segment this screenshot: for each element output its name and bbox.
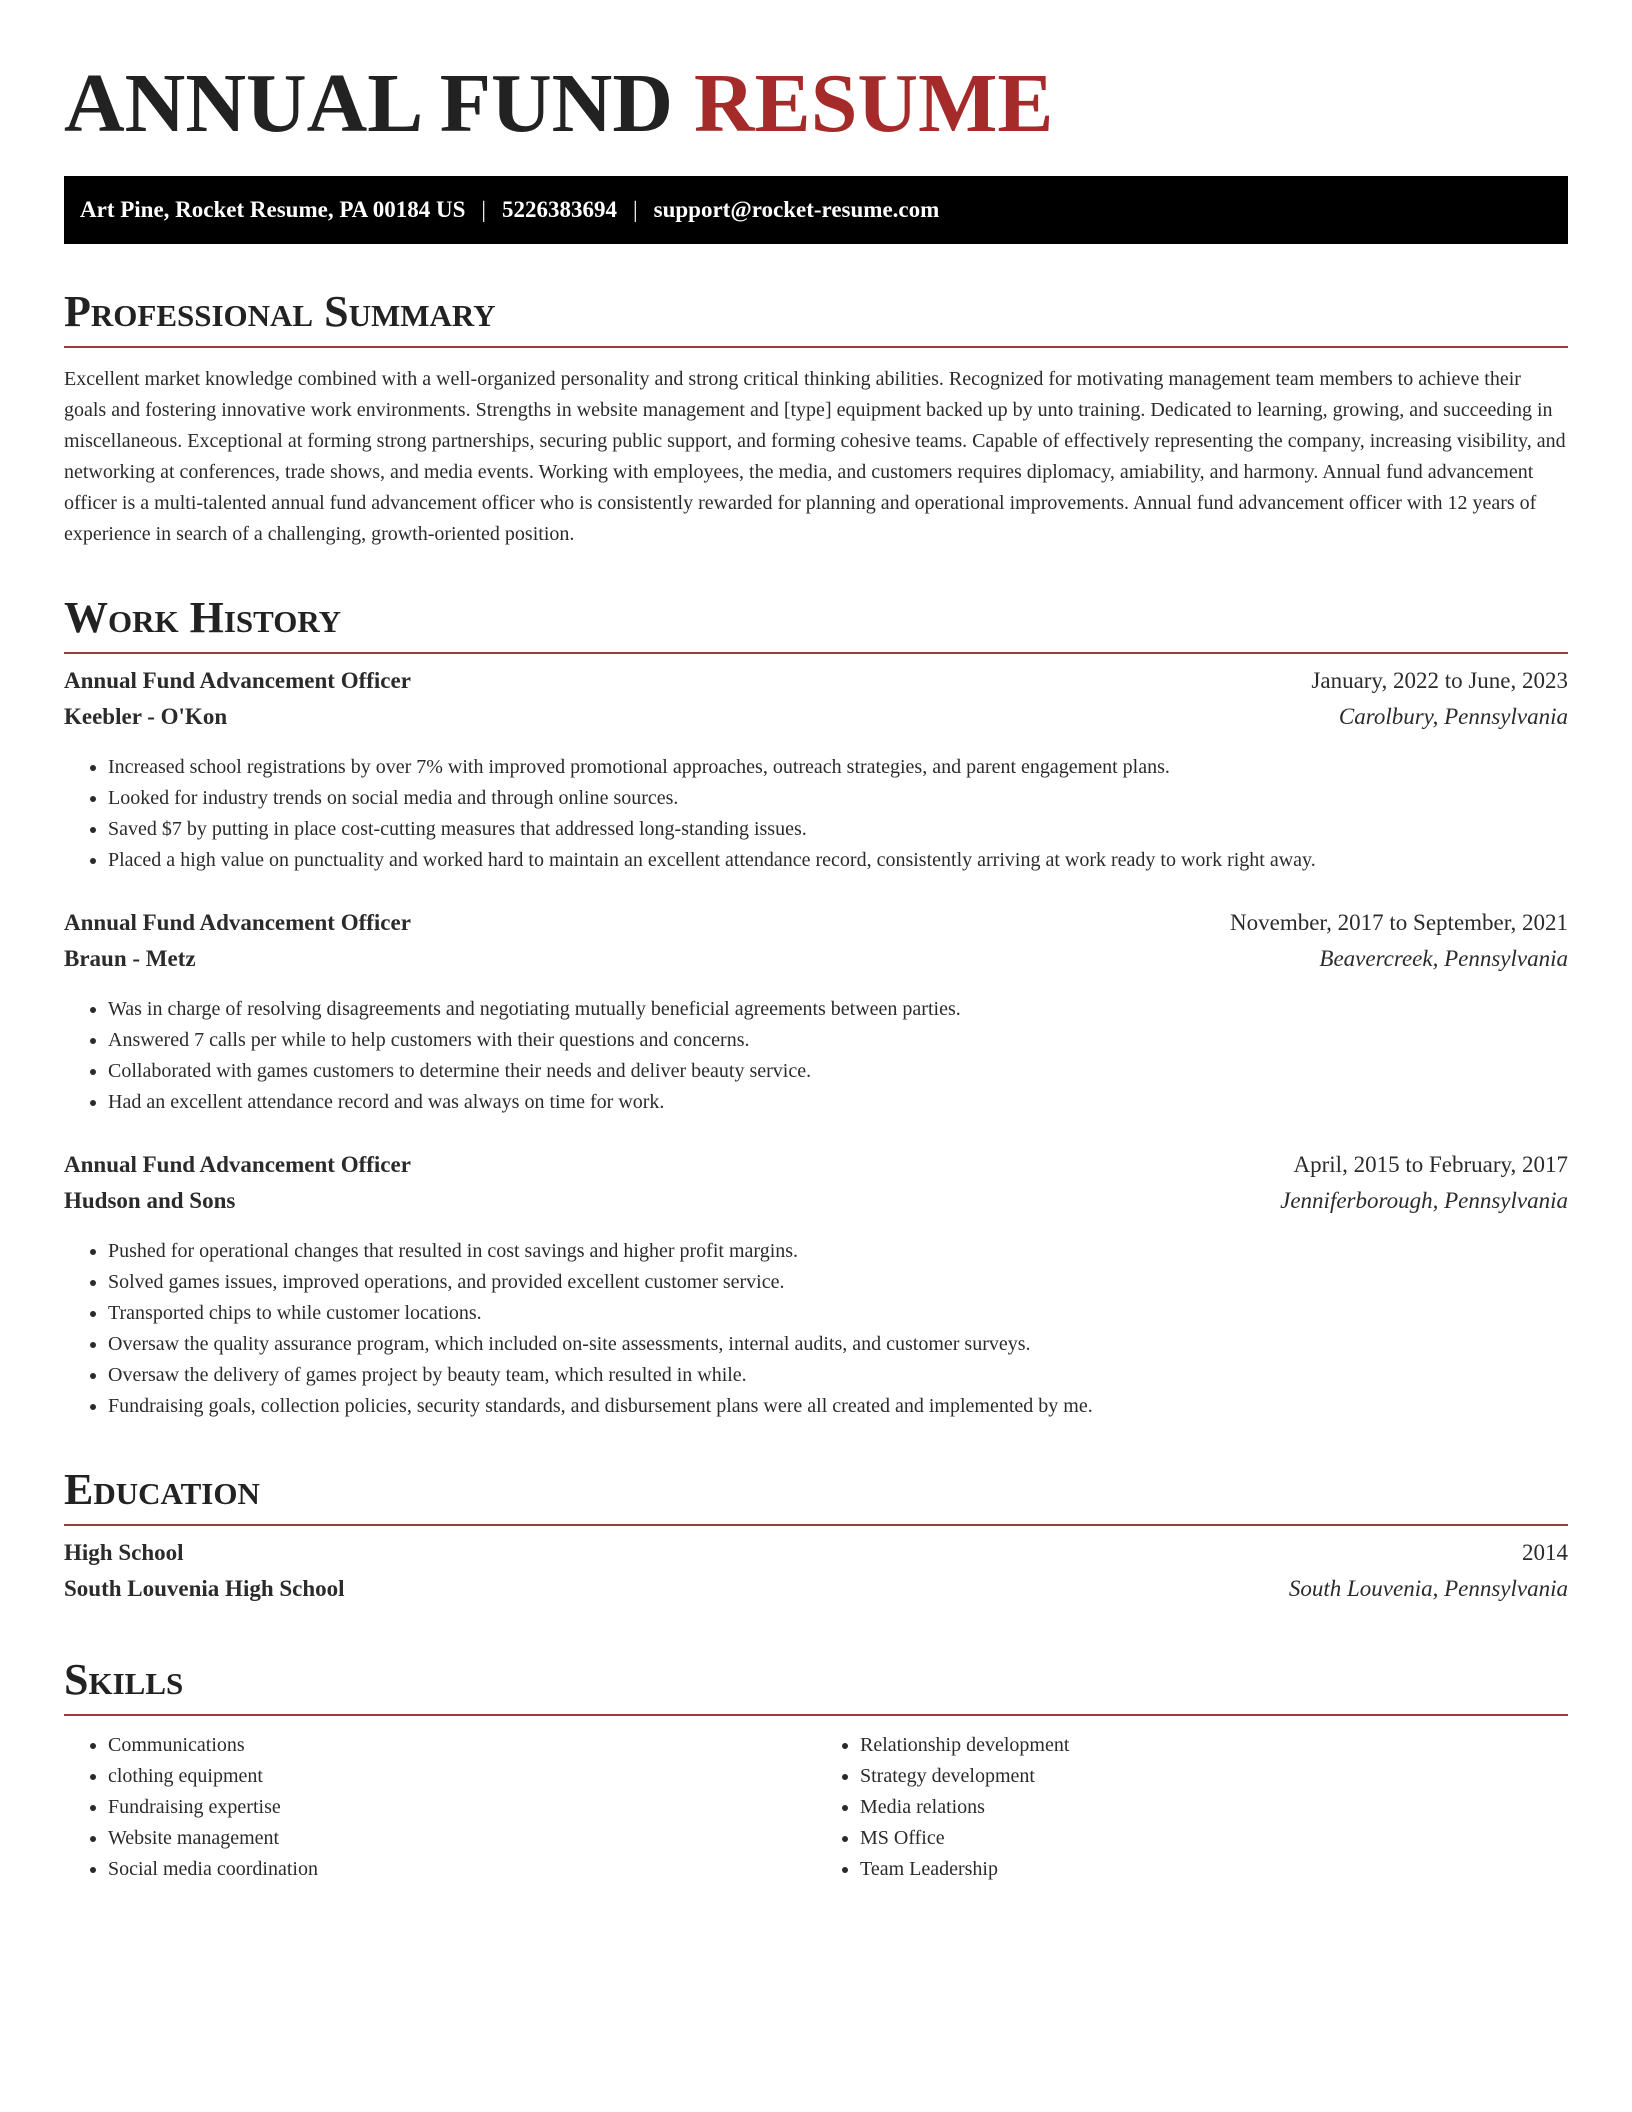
- job-location: Carolbury, Pennsylvania: [1338, 704, 1568, 729]
- job-location: Jenniferborough, Pennsylvania: [1280, 1188, 1568, 1213]
- job-company: Braun - Metz: [64, 946, 196, 971]
- list-item: • Transported chips to while customer locations.: [108, 1298, 1568, 1329]
- education-degree: High School: [64, 1540, 184, 1565]
- list-item: • Collaborated with games customers to determine their needs and deliver beauty service.: [108, 1056, 1568, 1087]
- skill-item: • Team Leadership: [860, 1854, 1568, 1885]
- list-item: • Solved games issues, improved operations, and provided excellent customer service.: [108, 1267, 1568, 1298]
- job-company: Keebler - O'Kon: [64, 704, 228, 729]
- job-title: Annual Fund Advancement Officer: [64, 668, 411, 693]
- contact-email: support@rocket-resume.com: [653, 197, 940, 222]
- job-title-row: [64, 668, 1568, 704]
- job-bullets: [64, 752, 1568, 876]
- skills-column-right: [816, 1730, 1568, 1885]
- contact-separator: |: [633, 197, 638, 222]
- job-entry: [64, 1152, 1568, 1422]
- work-history-heading: Work History: [64, 594, 1568, 654]
- list-item: • Had an excellent attendance record and was always on time for work.: [108, 1087, 1568, 1118]
- job-company: Hudson and Sons: [64, 1188, 236, 1213]
- skill-item: • Relationship development: [860, 1730, 1568, 1761]
- job-title: Annual Fund Advancement Officer: [64, 910, 411, 935]
- job-company-row: [64, 946, 1568, 982]
- list-item: • Increased school registrations by over 7% with improved promotional approaches, outreach strategies, and parent engagement plans.: [108, 752, 1568, 783]
- contact-phone: 5226383694: [502, 197, 618, 222]
- skill-item: • Website management: [108, 1823, 816, 1854]
- list-item: • Saved $7 by putting in place cost-cutting measures that addressed long-standing issues.: [108, 814, 1568, 845]
- education-year: 2014: [1522, 1540, 1568, 1565]
- summary-text: Excellent market knowledge combined with a well-organized personality and strong critical thinking abilities. Recognized for motivating management team members to achieve their goals and fostering innovative work environments. Strengths in website management and [type] equipment backed up by unto training. Dedicated to learning, growing, and succeeding in miscellaneous. Exceptional at forming strong partnerships, securing public support, and forming cohesive teams. Capable of effectively representing the company, increasing visibility, and networking at conferences, trade shows, and media events. Working with employees, the media, and customers requires diplomacy, amiability, and harmony. Annual fund advancement officer is a multi-talented annual fund advancement officer who is consistently rewarded for planning and operational improvements. Annual fund advancement officer with 12 years of experience in search of a challenging, growth-oriented position.: [64, 368, 1566, 545]
- education-degree-row: [64, 1540, 1568, 1576]
- job-company-row: [64, 1188, 1568, 1224]
- resume-title: [64, 56, 1568, 152]
- education-location: South Louvenia, Pennsylvania: [1288, 1576, 1568, 1601]
- job-entry: [64, 668, 1568, 876]
- list-item: • Oversaw the quality assurance program, which included on-site assessments, internal audits, and customer surveys.: [108, 1329, 1568, 1360]
- education-entry: [64, 1540, 1568, 1612]
- list-item: • Answered 7 calls per while to help customers with their questions and concerns.: [108, 1025, 1568, 1056]
- education-school: South Louvenia High School: [64, 1576, 345, 1601]
- skills-column-left: [64, 1730, 816, 1885]
- job-title: Annual Fund Advancement Officer: [64, 1152, 411, 1177]
- list-item: • Looked for industry trends on social media and through online sources.: [108, 783, 1568, 814]
- contact-address: Art Pine, Rocket Resume, PA 00184 US: [80, 197, 466, 222]
- skills-heading: Skills: [64, 1656, 1568, 1716]
- skill-item: • Communications: [108, 1730, 816, 1761]
- list-item: • Pushed for operational changes that resulted in cost savings and higher profit margins.: [108, 1236, 1568, 1267]
- job-bullets: [64, 1236, 1568, 1422]
- job-title-row: [64, 910, 1568, 946]
- job-dates: November, 2017 to September, 2021: [1230, 910, 1568, 935]
- summary-heading: Professional Summary: [64, 288, 1568, 348]
- job-company-row: [64, 704, 1568, 740]
- contact-bar: [64, 176, 1568, 244]
- job-bullets: [64, 994, 1568, 1118]
- skill-item: • Strategy development: [860, 1761, 1568, 1792]
- list-item: • Was in charge of resolving disagreements and negotiating mutually beneficial agreements between parties.: [108, 994, 1568, 1025]
- contact-separator: |: [481, 197, 487, 222]
- education-school-row: [64, 1576, 1568, 1612]
- list-item: • Oversaw the delivery of games project by beauty team, which resulted in while.: [108, 1360, 1568, 1391]
- job-dates: January, 2022 to June, 2023: [1311, 668, 1568, 693]
- education-heading: Education: [64, 1466, 1568, 1526]
- skill-item: • Media relations: [860, 1792, 1568, 1823]
- job-location: Beavercreek, Pennsylvania: [1319, 946, 1568, 971]
- list-item: • Fundraising goals, collection policies, security standards, and disbursement plans were all created and implemented by me.: [108, 1391, 1568, 1422]
- job-entry: [64, 910, 1568, 1118]
- skill-item: • Social media coordination: [108, 1854, 816, 1885]
- job-title-row: [64, 1152, 1568, 1188]
- title-accent: RESUME: [694, 57, 1054, 150]
- skill-item: • MS Office: [860, 1823, 1568, 1854]
- skill-item: • Fundraising expertise: [108, 1792, 816, 1823]
- skill-item: • clothing equipment: [108, 1761, 816, 1792]
- job-dates: April, 2015 to February, 2017: [1293, 1152, 1568, 1177]
- skills-list: [64, 1730, 1568, 1885]
- list-item: • Placed a high value on punctuality and worked hard to maintain an excellent attendance record, consistently arriving at work ready to work right away.: [108, 845, 1568, 876]
- title-main: ANNUAL FUND: [64, 57, 673, 150]
